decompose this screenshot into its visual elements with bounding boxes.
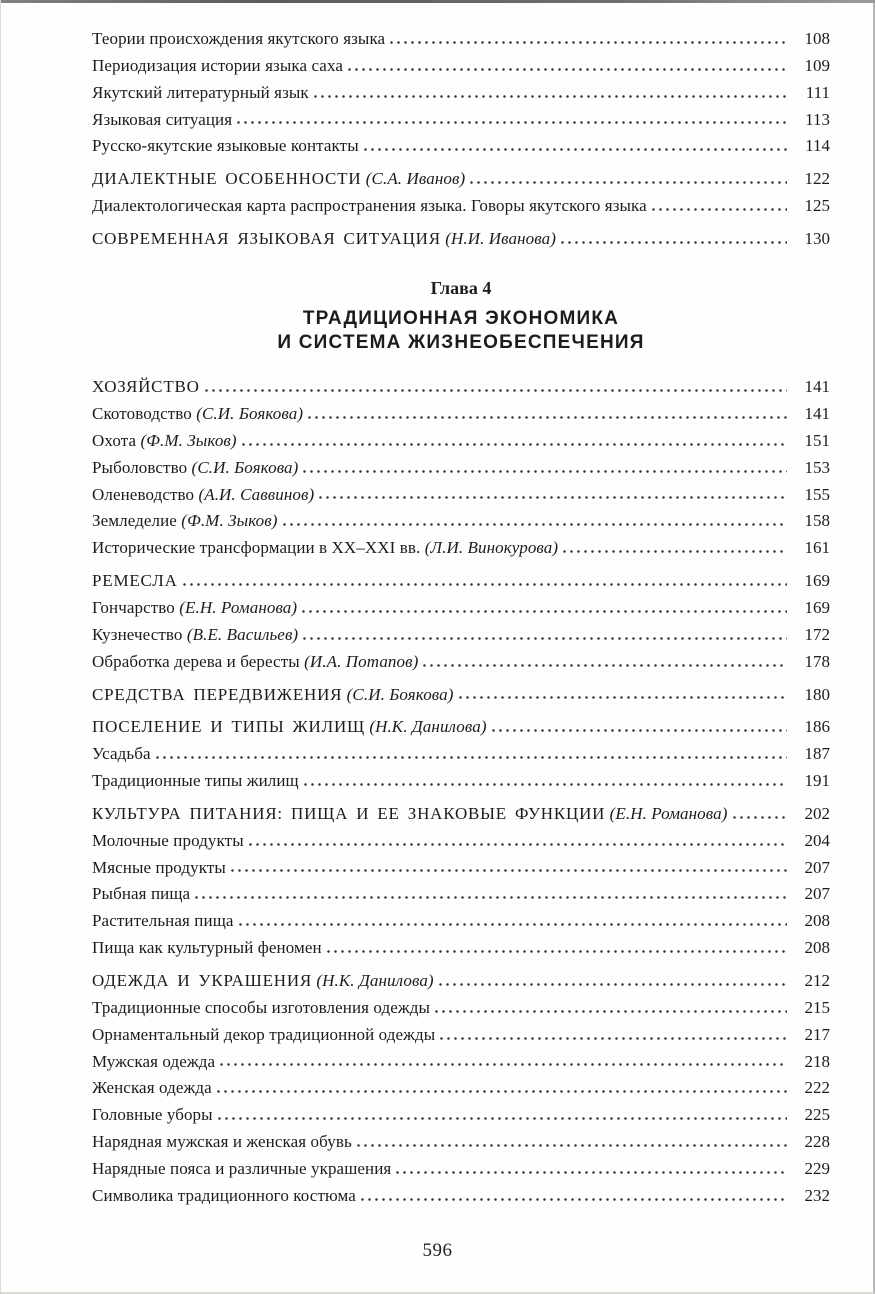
dot-leader bbox=[559, 230, 787, 248]
dot-leader bbox=[457, 686, 787, 704]
toc-entry-title: Якутский литературный язык bbox=[92, 82, 309, 102]
dot-leader bbox=[650, 197, 787, 215]
toc-entry-title: Гончарство (Е.Н. Романова) bbox=[92, 598, 298, 617]
toc-entry bbox=[92, 805, 830, 823]
toc-entry-page: 141 bbox=[804, 404, 830, 424]
toc-entry bbox=[92, 432, 830, 450]
dot-leader bbox=[247, 832, 787, 850]
toc-entry bbox=[92, 30, 830, 48]
dot-leader bbox=[317, 486, 787, 504]
toc-entry-page: 207 bbox=[804, 884, 830, 904]
toc-entry bbox=[92, 999, 830, 1017]
dot-leader bbox=[216, 1106, 787, 1124]
chapter-title-line-1: ТРАДИЦИОННАЯ ЭКОНОМИКА bbox=[302, 307, 620, 329]
toc-entry-page: 191 bbox=[804, 771, 830, 791]
toc-entry-page: 208 bbox=[804, 911, 830, 931]
toc-entry-page: 151 bbox=[804, 430, 830, 450]
dot-leader bbox=[301, 459, 787, 477]
dot-leader bbox=[306, 405, 787, 423]
toc-entry-page: 169 bbox=[804, 571, 830, 591]
toc-entry-page: 161 bbox=[804, 538, 830, 558]
toc-entry-title: РЕМЕСЛА bbox=[92, 571, 178, 591]
toc-entry-author: (С.И. Боякова) bbox=[191, 404, 304, 424]
chapter-number: Глава 4 bbox=[430, 277, 492, 298]
toc-entry-title: Обработка дерева и бересты (И.А. Потапов) bbox=[92, 651, 419, 671]
toc-entry bbox=[92, 686, 830, 704]
toc-entry bbox=[92, 197, 830, 215]
dot-leader bbox=[301, 626, 787, 644]
dot-leader bbox=[215, 1079, 787, 1097]
dot-leader bbox=[240, 432, 787, 450]
toc-entry bbox=[92, 539, 830, 557]
toc-entry bbox=[92, 912, 830, 930]
page-number: 596 bbox=[422, 1240, 453, 1261]
toc-entry-page: 141 bbox=[804, 377, 830, 397]
toc-entry bbox=[92, 459, 830, 477]
toc-entry-title: Молочные продукты bbox=[92, 830, 244, 850]
dot-leader bbox=[346, 57, 787, 75]
toc-entry-author: (С.И. Боякова) bbox=[342, 684, 454, 704]
toc-entry bbox=[92, 745, 830, 763]
toc-entry-title: Головные уборы bbox=[92, 1105, 213, 1125]
toc-entry-title: Орнаментальный декор традиционной одежды bbox=[92, 1024, 436, 1044]
toc-entry-title: Растительная пища bbox=[92, 911, 234, 931]
toc-entry-title: СОВРЕМЕННАЯ ЯЗЫКОВАЯ СИТУАЦИЯ (Н.И. Иванова) bbox=[92, 228, 557, 248]
toc-entry-title: Женская одежда bbox=[92, 1078, 212, 1098]
dot-leader bbox=[312, 84, 787, 102]
toc-entry bbox=[92, 57, 830, 75]
toc-entry bbox=[92, 885, 830, 903]
dot-leader bbox=[203, 378, 787, 396]
toc-entry-author: (Н.И. Иванова) bbox=[440, 228, 557, 248]
toc-entry-page: 158 bbox=[804, 511, 830, 531]
dot-leader bbox=[359, 1187, 787, 1205]
toc-entry-author: (Ф.М. Зыков) bbox=[136, 430, 237, 450]
toc-entry-page: 229 bbox=[804, 1158, 830, 1178]
toc-entry-title: ХОЗЯЙСТВО bbox=[92, 377, 200, 397]
toc-entry-title: Кузнечество (В.Е. Васильев) bbox=[92, 624, 299, 644]
toc-entry-title: Пища как культурный феномен bbox=[92, 938, 322, 958]
toc-entry bbox=[92, 599, 830, 617]
toc-entry bbox=[92, 1133, 830, 1151]
toc-entry bbox=[92, 1026, 830, 1044]
toc-entry-title: Оленеводство (А.И. Саввинов) bbox=[92, 484, 315, 504]
toc-entry bbox=[92, 972, 830, 990]
toc-entry bbox=[92, 512, 830, 530]
toc-entry bbox=[92, 111, 830, 129]
toc-entry-title: Символика традиционного костюма bbox=[92, 1185, 356, 1205]
toc-entry-page: 217 bbox=[804, 1024, 830, 1044]
dot-leader bbox=[394, 1160, 787, 1178]
toc-entry-page: 122 bbox=[804, 169, 830, 189]
toc-entry bbox=[92, 405, 830, 423]
toc-entry-page: 212 bbox=[804, 970, 830, 990]
toc-entry bbox=[92, 486, 830, 504]
toc-entry-title: Рыболовство (С.И. Боякова) bbox=[92, 457, 299, 477]
toc-entry bbox=[92, 859, 830, 877]
toc-entry-author: (С.А. Иванов) bbox=[361, 169, 466, 189]
dot-leader bbox=[281, 512, 787, 530]
toc-entry-page: 218 bbox=[804, 1051, 830, 1071]
toc-entry-title: Теории происхождения якутского языка bbox=[92, 29, 386, 48]
dot-leader bbox=[154, 745, 787, 763]
toc-entry-title: Диалектологическая карта распространения языка. Говоры якутского языка bbox=[92, 196, 647, 216]
toc-entry-page: 225 bbox=[804, 1105, 830, 1125]
toc-entry-title: Мясные продукты bbox=[92, 857, 226, 877]
toc-entry bbox=[92, 1106, 830, 1124]
toc-entry bbox=[92, 832, 830, 850]
dot-leader bbox=[468, 170, 787, 188]
dot-leader bbox=[218, 1053, 787, 1071]
toc-entry-page: 222 bbox=[804, 1078, 830, 1098]
toc-section-language bbox=[92, 30, 830, 248]
toc-entry-author: (Н.К. Данилова) bbox=[364, 717, 487, 737]
toc-entry bbox=[92, 939, 830, 957]
toc-entry-title: Исторические трансформации в XX–XXI вв. (Л.И. Винокурова) bbox=[92, 538, 559, 558]
toc-entry-author: (А.И. Саввинов) bbox=[194, 484, 315, 504]
toc-entry-title: Традиционные способы изготовления одежды bbox=[92, 997, 431, 1017]
toc-entry bbox=[92, 626, 830, 644]
toc-entry bbox=[92, 772, 830, 790]
dot-leader bbox=[437, 972, 787, 990]
toc-entry bbox=[92, 1079, 830, 1097]
toc-entry-page: 169 bbox=[804, 598, 830, 617]
dot-leader bbox=[490, 718, 787, 736]
toc-entry-author: (И.А. Потапов) bbox=[299, 651, 419, 671]
toc-entry bbox=[92, 170, 830, 188]
toc-entry-page: 125 bbox=[804, 196, 830, 216]
dot-leader bbox=[362, 137, 787, 155]
toc-entry bbox=[92, 378, 830, 396]
toc-entry bbox=[92, 1160, 830, 1178]
toc-entry-title: Языковая ситуация bbox=[92, 109, 233, 129]
chapter-title-line-2: И СИСТЕМА ЖИЗНЕОБЕСПЕЧЕНИЯ bbox=[277, 331, 645, 353]
toc-entry-title: Нарядные пояса и различные украшения bbox=[92, 1158, 392, 1178]
toc-entry-author: (С.И. Боякова) bbox=[187, 457, 299, 477]
toc-entry-author: (Н.К. Данилова) bbox=[312, 970, 434, 990]
toc-entry bbox=[92, 1187, 830, 1205]
dot-leader bbox=[181, 572, 787, 590]
toc-entry-title: ДИАЛЕКТНЫЕ ОСОБЕННОСТИ (С.А. Иванов) bbox=[92, 169, 466, 189]
toc-entry-page: 180 bbox=[804, 684, 830, 704]
toc-entry bbox=[92, 137, 830, 155]
dot-leader bbox=[388, 30, 787, 48]
toc-entry-title: ПОСЕЛЕНИЕ И ТИПЫ ЖИЛИЩ (Н.К. Данилова) bbox=[92, 717, 487, 737]
toc-entry-page: 204 bbox=[804, 830, 830, 850]
dot-leader bbox=[731, 805, 787, 823]
toc-entry-page: 153 bbox=[804, 457, 830, 477]
toc-entry-title: Нарядная мужская и женская обувь bbox=[92, 1132, 352, 1152]
toc-entry-author: (В.Е. Васильев) bbox=[182, 624, 299, 644]
dot-leader bbox=[438, 1026, 787, 1044]
toc-entry-page: 187 bbox=[804, 744, 830, 764]
toc-entry-author: (Ф.М. Зыков) bbox=[176, 511, 278, 531]
toc-entry-title: Традиционные типы жилищ bbox=[92, 771, 299, 791]
toc-entry-page: 172 bbox=[804, 624, 830, 644]
toc-entry-page: 232 bbox=[804, 1185, 830, 1205]
toc-entry-page: 215 bbox=[804, 997, 830, 1017]
dot-leader bbox=[193, 885, 787, 903]
dot-leader bbox=[355, 1133, 787, 1151]
dot-leader bbox=[300, 599, 787, 617]
toc-entry-page: 113 bbox=[805, 109, 830, 129]
toc-entry bbox=[92, 572, 830, 590]
toc-entry bbox=[92, 718, 830, 736]
toc-entry-title: Охота (Ф.М. Зыков) bbox=[92, 430, 237, 450]
toc-entry-title: ОДЕЖДА И УКРАШЕНИЯ (Н.К. Данилова) bbox=[92, 970, 434, 990]
toc-entry-page: 130 bbox=[804, 228, 830, 248]
toc-entry-title: Усадьба bbox=[92, 744, 151, 764]
toc-entry-page: 114 bbox=[805, 136, 830, 156]
toc-entry-page: 108 bbox=[804, 29, 830, 48]
toc-entry-page: 178 bbox=[804, 651, 830, 671]
toc-entry-title: Русско-якутские языковые контакты bbox=[92, 136, 359, 156]
dot-leader bbox=[229, 859, 787, 877]
toc-entry-title: Скотоводство (С.И. Боякова) bbox=[92, 404, 304, 424]
toc-entry-title: Периодизация истории языка саха bbox=[92, 55, 343, 75]
toc-entry-page: 186 bbox=[804, 717, 830, 737]
toc-entry bbox=[92, 84, 830, 102]
toc-entry bbox=[92, 1053, 830, 1071]
toc-entry-page: 202 bbox=[804, 803, 830, 823]
toc-entry-page: 155 bbox=[804, 484, 830, 504]
toc-entry-page: 228 bbox=[804, 1132, 830, 1152]
dot-leader bbox=[421, 653, 787, 671]
dot-leader bbox=[235, 111, 787, 129]
dot-leader bbox=[237, 912, 787, 930]
toc-entry-title: СРЕДСТВА ПЕРЕДВИЖЕНИЯ (С.И. Боякова) bbox=[92, 684, 454, 704]
dot-leader bbox=[561, 539, 787, 557]
toc-entry-author: (Л.И. Винокурова) bbox=[420, 538, 559, 558]
toc-section-chapter-4 bbox=[92, 378, 830, 1204]
toc-entry bbox=[92, 653, 830, 671]
toc-entry-title: КУЛЬТУРА ПИТАНИЯ: ПИЩА И ЕЕ ЗНАКОВЫЕ ФУНКЦИИ (Е.Н. Романова) bbox=[92, 803, 728, 823]
dot-leader bbox=[302, 772, 787, 790]
toc-entry-author: (Е.Н. Романова) bbox=[605, 803, 728, 823]
toc-entry-page: 207 bbox=[804, 857, 830, 877]
chapter-heading bbox=[92, 278, 830, 355]
toc-entry-page: 111 bbox=[805, 82, 830, 102]
dot-leader bbox=[433, 999, 787, 1017]
toc-entry-title: Рыбная пища bbox=[92, 884, 191, 904]
toc-entry bbox=[92, 230, 830, 248]
toc-entry-page: 208 bbox=[804, 938, 830, 958]
toc-entry-author: (Е.Н. Романова) bbox=[174, 598, 298, 617]
toc-entry-title: Земледелие (Ф.М. Зыков) bbox=[92, 511, 278, 531]
dot-leader bbox=[325, 939, 787, 957]
toc-entry-page: 109 bbox=[804, 55, 830, 75]
toc-entry-title: Мужская одежда bbox=[92, 1051, 216, 1071]
